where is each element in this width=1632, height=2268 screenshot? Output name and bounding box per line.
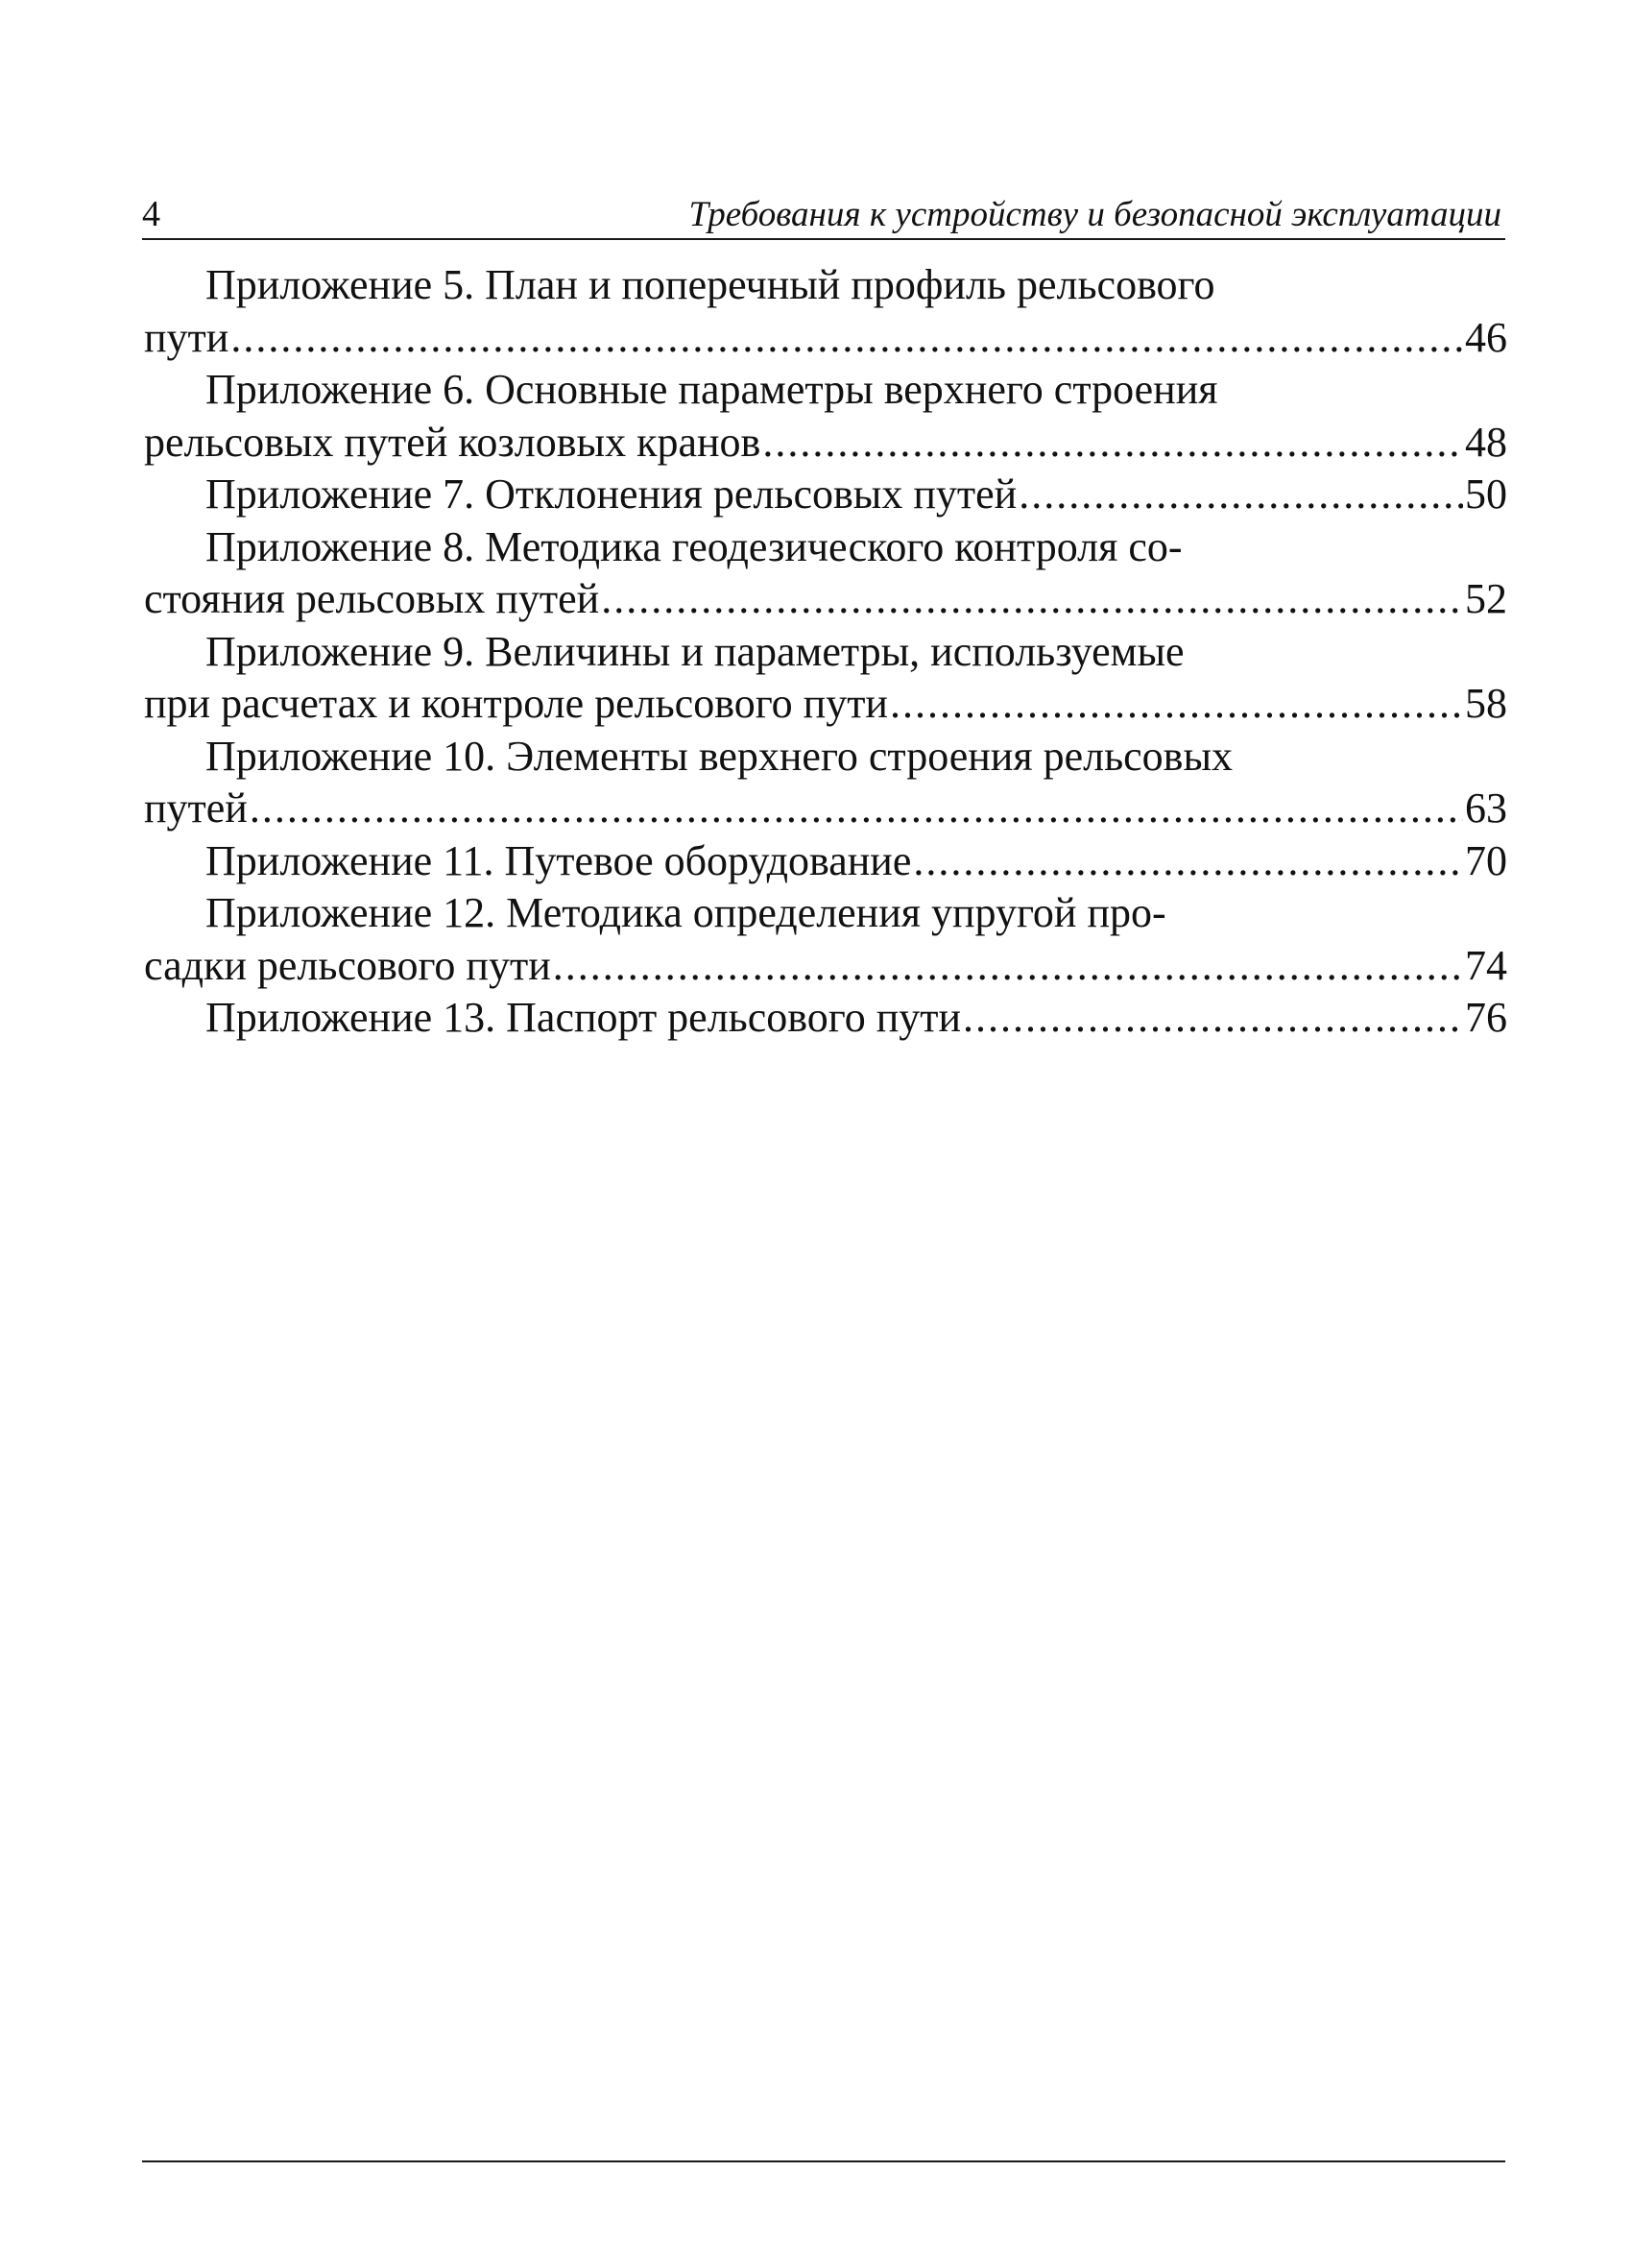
toc-entry-title-continued: садки рельсового пути [144,941,551,989]
table-of-contents [144,259,1507,1045]
dot-leader [963,992,1463,1045]
toc-entry-title-continued: при расчетах и контроле рельсового пути [144,680,888,727]
dot-leader [762,417,1463,470]
toc-entry-title: Приложение 9. Величины и параметры, используемые [205,627,1185,675]
toc-entry-title: Приложение 7. Отклонения рельсовых путей [205,470,1018,518]
toc-entry-title-continued: путей [144,784,248,832]
toc-entry-appendix-7[interactable] [144,469,1507,521]
toc-entry-appendix-8[interactable] [144,521,1507,626]
toc-entry-title-continued: рельсовых путей козловых кранов [144,418,761,466]
toc-entry-title-continued: пути [144,313,229,361]
toc-entry-title: Приложение 10. Элементы верхнего строения рельсовых [205,732,1234,780]
toc-entry-title: Приложение 5. План и поперечный профиль рельсового [205,261,1215,308]
running-title: Требования к устройству и безопасной эксплуатации [688,195,1501,234]
toc-entry-title: Приложение 8. Методика геодезического контроля со- [205,522,1183,570]
toc-page-number: 48 [1465,418,1507,466]
dot-leader [890,678,1463,731]
toc-entry-title: Приложение 11. Путевое оборудование [205,836,912,884]
toc-entry-appendix-5[interactable] [144,259,1507,364]
toc-page-number: 46 [1465,313,1507,361]
footer-rule [142,2160,1505,2162]
toc-page-number: 74 [1465,941,1507,989]
toc-entry-appendix-11[interactable] [144,835,1507,888]
toc-page-number: 76 [1465,994,1507,1041]
toc-entry-title: Приложение 13. Паспорт рельсового пути [205,994,962,1041]
dot-leader [1019,469,1463,521]
page-header [142,188,1505,240]
toc-entry-title: Приложение 6. Основные параметры верхнего строения [205,366,1218,413]
toc-page-number: 52 [1465,575,1507,622]
toc-entry-title-continued: стояния рельсовых путей [144,575,600,622]
dot-leader [230,312,1463,365]
toc-entry-appendix-12[interactable] [144,887,1507,992]
toc-entry-appendix-10[interactable] [144,731,1507,835]
dot-leader [250,783,1463,835]
toc-page-number: 58 [1465,680,1507,727]
toc-page-number: 63 [1465,784,1507,832]
toc-page-number: 50 [1465,470,1507,518]
page-number: 4 [142,194,160,234]
toc-entry-appendix-9[interactable] [144,626,1507,731]
dot-leader [913,835,1463,888]
toc-entry-appendix-13[interactable] [144,992,1507,1045]
toc-entry-title: Приложение 12. Методика определения упругой про- [205,889,1166,936]
dot-leader [601,573,1463,626]
dot-leader [553,940,1463,993]
toc-entry-appendix-6[interactable] [144,364,1507,469]
toc-page-number: 70 [1465,836,1507,884]
